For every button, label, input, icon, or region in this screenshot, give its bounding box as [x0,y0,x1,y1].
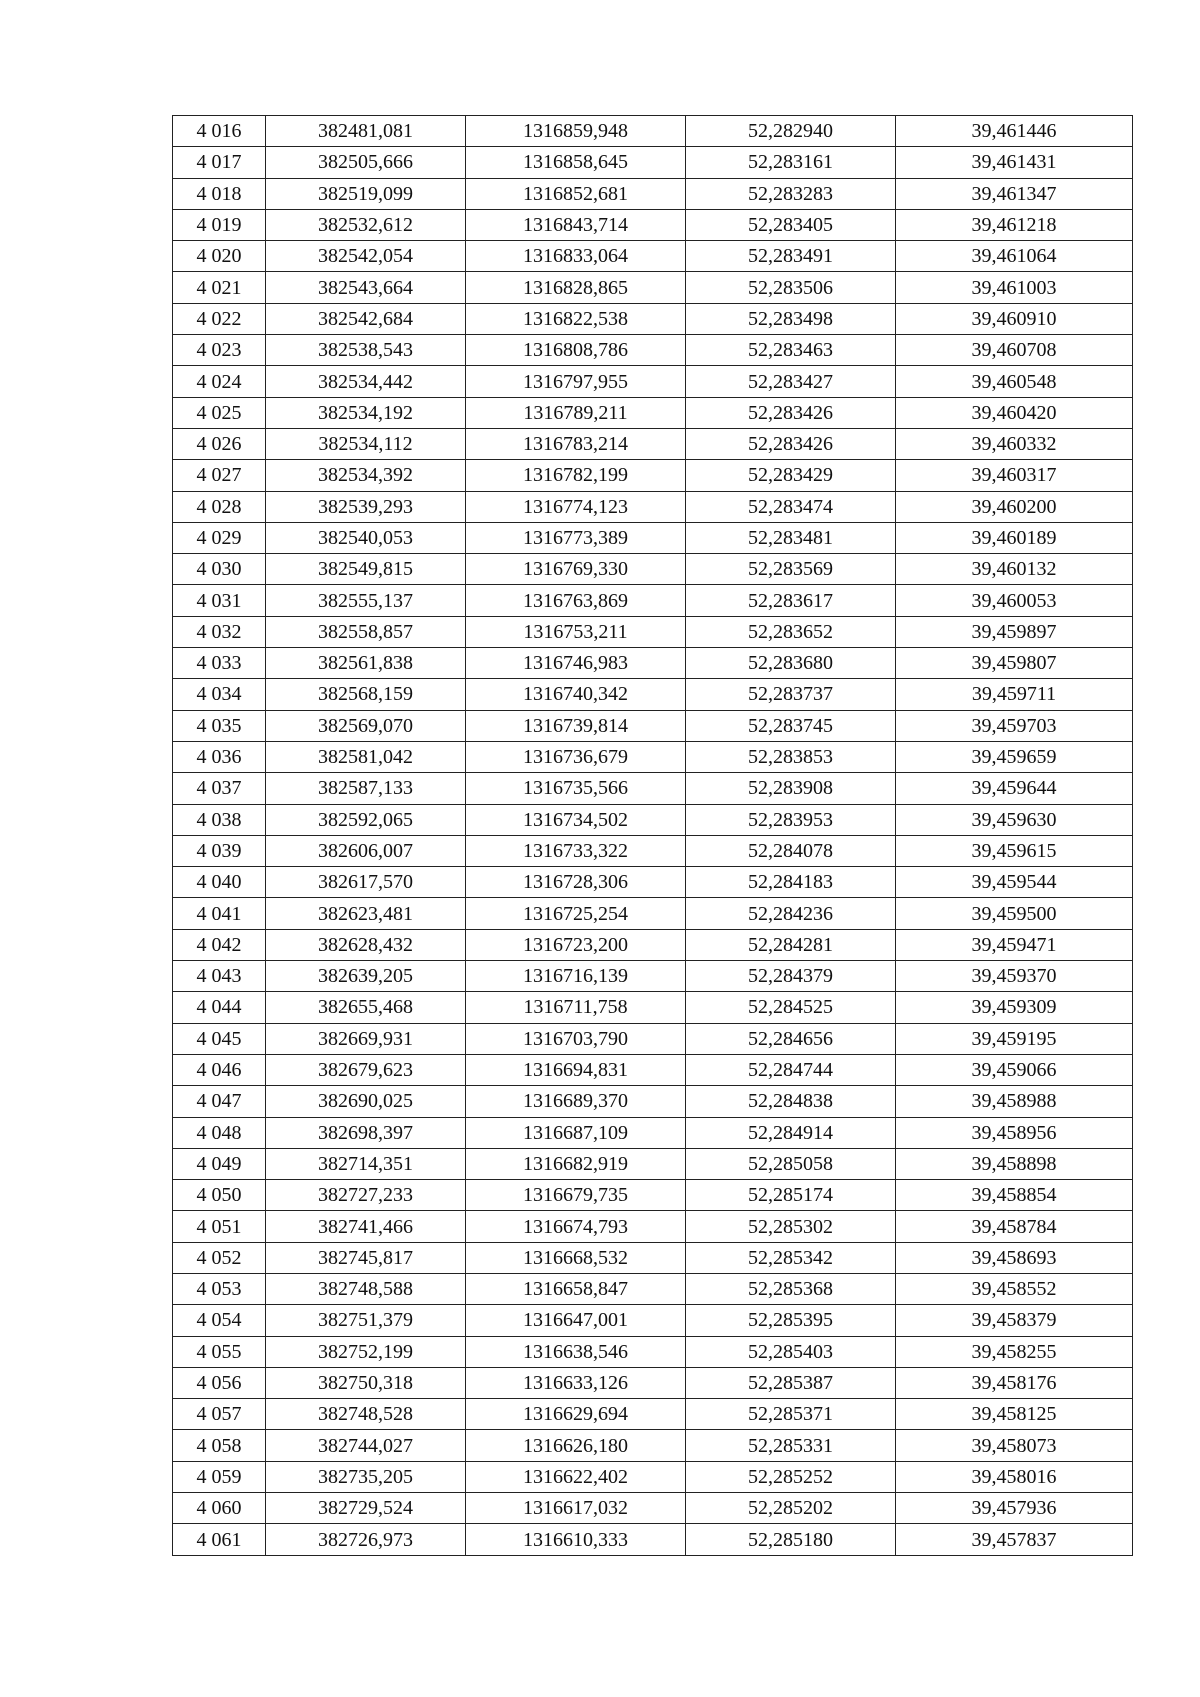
longitude-cell: 39,459500 [896,898,1133,929]
point-number-cell: 4 061 [173,1524,266,1555]
latitude-cell: 52,284236 [686,898,896,929]
table-row [173,929,1133,960]
table-row [173,1242,1133,1273]
point-number-cell: 4 040 [173,867,266,898]
latitude-cell: 52,285202 [686,1493,896,1524]
latitude-cell: 52,283745 [686,710,896,741]
point-number-cell: 4 057 [173,1399,266,1430]
x-coordinate-cell: 382745,817 [266,1242,466,1273]
x-coordinate-cell: 382539,293 [266,491,466,522]
y-coordinate-cell: 1316668,532 [466,1242,686,1273]
latitude-cell: 52,283617 [686,585,896,616]
x-coordinate-cell: 382744,027 [266,1430,466,1461]
table-row [173,1305,1133,1336]
point-number-cell: 4 033 [173,648,266,679]
x-coordinate-cell: 382542,684 [266,303,466,334]
table-row [173,773,1133,804]
x-coordinate-cell: 382534,192 [266,397,466,428]
x-coordinate-cell: 382727,233 [266,1180,466,1211]
table-row [173,428,1133,459]
x-coordinate-cell: 382748,528 [266,1399,466,1430]
point-number-cell: 4 035 [173,710,266,741]
x-coordinate-cell: 382623,481 [266,898,466,929]
y-coordinate-cell: 1316797,955 [466,366,686,397]
latitude-cell: 52,283908 [686,773,896,804]
longitude-cell: 39,459703 [896,710,1133,741]
latitude-cell: 52,285342 [686,1242,896,1273]
table-row [173,1180,1133,1211]
latitude-cell: 52,283463 [686,335,896,366]
latitude-cell: 52,285058 [686,1148,896,1179]
longitude-cell: 39,459066 [896,1054,1133,1085]
y-coordinate-cell: 1316734,502 [466,804,686,835]
x-coordinate-cell: 382481,081 [266,116,466,147]
y-coordinate-cell: 1316674,793 [466,1211,686,1242]
longitude-cell: 39,458854 [896,1180,1133,1211]
longitude-cell: 39,460420 [896,397,1133,428]
latitude-cell: 52,285387 [686,1367,896,1398]
table-row [173,1273,1133,1304]
latitude-cell: 52,285174 [686,1180,896,1211]
latitude-cell: 52,285302 [686,1211,896,1242]
y-coordinate-cell: 1316740,342 [466,679,686,710]
longitude-cell: 39,458073 [896,1430,1133,1461]
y-coordinate-cell: 1316833,064 [466,241,686,272]
y-coordinate-cell: 1316822,538 [466,303,686,334]
x-coordinate-cell: 382542,054 [266,241,466,272]
point-number-cell: 4 030 [173,554,266,585]
latitude-cell: 52,283506 [686,272,896,303]
latitude-cell: 52,285403 [686,1336,896,1367]
point-number-cell: 4 052 [173,1242,266,1273]
y-coordinate-cell: 1316728,306 [466,867,686,898]
point-number-cell: 4 029 [173,522,266,553]
table-row [173,147,1133,178]
y-coordinate-cell: 1316687,109 [466,1117,686,1148]
longitude-cell: 39,458125 [896,1399,1133,1430]
x-coordinate-cell: 382569,070 [266,710,466,741]
y-coordinate-cell: 1316859,948 [466,116,686,147]
table-row [173,397,1133,428]
y-coordinate-cell: 1316843,714 [466,209,686,240]
x-coordinate-cell: 382534,392 [266,460,466,491]
point-number-cell: 4 055 [173,1336,266,1367]
longitude-cell: 39,458255 [896,1336,1133,1367]
longitude-cell: 39,460053 [896,585,1133,616]
y-coordinate-cell: 1316774,123 [466,491,686,522]
y-coordinate-cell: 1316828,865 [466,272,686,303]
y-coordinate-cell: 1316753,211 [466,616,686,647]
y-coordinate-cell: 1316629,694 [466,1399,686,1430]
latitude-cell: 52,284744 [686,1054,896,1085]
y-coordinate-cell: 1316633,126 [466,1367,686,1398]
table-row [173,835,1133,866]
point-number-cell: 4 031 [173,585,266,616]
y-coordinate-cell: 1316858,645 [466,147,686,178]
x-coordinate-cell: 382549,815 [266,554,466,585]
point-number-cell: 4 016 [173,116,266,147]
y-coordinate-cell: 1316783,214 [466,428,686,459]
latitude-cell: 52,283405 [686,209,896,240]
x-coordinate-cell: 382679,623 [266,1054,466,1085]
point-number-cell: 4 026 [173,428,266,459]
table-row [173,679,1133,710]
y-coordinate-cell: 1316769,330 [466,554,686,585]
point-number-cell: 4 025 [173,397,266,428]
x-coordinate-cell: 382558,857 [266,616,466,647]
point-number-cell: 4 023 [173,335,266,366]
point-number-cell: 4 020 [173,241,266,272]
point-number-cell: 4 018 [173,178,266,209]
y-coordinate-cell: 1316689,370 [466,1086,686,1117]
point-number-cell: 4 032 [173,616,266,647]
table-row [173,1054,1133,1085]
latitude-cell: 52,285252 [686,1461,896,1492]
latitude-cell: 52,284078 [686,835,896,866]
longitude-cell: 39,458552 [896,1273,1133,1304]
x-coordinate-cell: 382628,432 [266,929,466,960]
table-row [173,1524,1133,1555]
latitude-cell: 52,285371 [686,1399,896,1430]
point-number-cell: 4 043 [173,961,266,992]
y-coordinate-cell: 1316682,919 [466,1148,686,1179]
table-row [173,1086,1133,1117]
point-number-cell: 4 034 [173,679,266,710]
longitude-cell: 39,460910 [896,303,1133,334]
point-number-cell: 4 039 [173,835,266,866]
table-row [173,585,1133,616]
longitude-cell: 39,459807 [896,648,1133,679]
table-row [173,272,1133,303]
x-coordinate-cell: 382655,468 [266,992,466,1023]
x-coordinate-cell: 382639,205 [266,961,466,992]
x-coordinate-cell: 382538,543 [266,335,466,366]
point-number-cell: 4 037 [173,773,266,804]
y-coordinate-cell: 1316622,402 [466,1461,686,1492]
longitude-cell: 39,460548 [896,366,1133,397]
longitude-cell: 39,459370 [896,961,1133,992]
x-coordinate-cell: 382568,159 [266,679,466,710]
longitude-cell: 39,458016 [896,1461,1133,1492]
table-row [173,1461,1133,1492]
table-row [173,616,1133,647]
table-row [173,460,1133,491]
longitude-cell: 39,460317 [896,460,1133,491]
y-coordinate-cell: 1316703,790 [466,1023,686,1054]
table-row [173,961,1133,992]
y-coordinate-cell: 1316789,211 [466,397,686,428]
latitude-cell: 52,283569 [686,554,896,585]
longitude-cell: 39,461347 [896,178,1133,209]
point-number-cell: 4 060 [173,1493,266,1524]
longitude-cell: 39,458898 [896,1148,1133,1179]
table-row [173,366,1133,397]
latitude-cell: 52,284525 [686,992,896,1023]
table-row [173,1336,1133,1367]
x-coordinate-cell: 382581,042 [266,741,466,772]
y-coordinate-cell: 1316739,814 [466,710,686,741]
longitude-cell: 39,459630 [896,804,1133,835]
latitude-cell: 52,283429 [686,460,896,491]
x-coordinate-cell: 382505,666 [266,147,466,178]
y-coordinate-cell: 1316725,254 [466,898,686,929]
table-row [173,1430,1133,1461]
point-number-cell: 4 045 [173,1023,266,1054]
x-coordinate-cell: 382543,664 [266,272,466,303]
x-coordinate-cell: 382617,570 [266,867,466,898]
y-coordinate-cell: 1316610,333 [466,1524,686,1555]
latitude-cell: 52,283283 [686,178,896,209]
y-coordinate-cell: 1316617,032 [466,1493,686,1524]
x-coordinate-cell: 382592,065 [266,804,466,835]
point-number-cell: 4 038 [173,804,266,835]
table-row [173,992,1133,1023]
longitude-cell: 39,459659 [896,741,1133,772]
x-coordinate-cell: 382698,397 [266,1117,466,1148]
latitude-cell: 52,285180 [686,1524,896,1555]
y-coordinate-cell: 1316694,831 [466,1054,686,1085]
latitude-cell: 52,283498 [686,303,896,334]
x-coordinate-cell: 382714,351 [266,1148,466,1179]
table-row [173,522,1133,553]
x-coordinate-cell: 382606,007 [266,835,466,866]
point-number-cell: 4 051 [173,1211,266,1242]
table-row [173,710,1133,741]
longitude-cell: 39,460332 [896,428,1133,459]
latitude-cell: 52,284281 [686,929,896,960]
x-coordinate-cell: 382534,112 [266,428,466,459]
latitude-cell: 52,283426 [686,397,896,428]
y-coordinate-cell: 1316733,322 [466,835,686,866]
y-coordinate-cell: 1316647,001 [466,1305,686,1336]
x-coordinate-cell: 382750,318 [266,1367,466,1398]
y-coordinate-cell: 1316658,847 [466,1273,686,1304]
y-coordinate-cell: 1316735,566 [466,773,686,804]
point-number-cell: 4 022 [173,303,266,334]
longitude-cell: 39,459195 [896,1023,1133,1054]
latitude-cell: 52,285395 [686,1305,896,1336]
longitude-cell: 39,460708 [896,335,1133,366]
longitude-cell: 39,461003 [896,272,1133,303]
latitude-cell: 52,283426 [686,428,896,459]
y-coordinate-cell: 1316746,983 [466,648,686,679]
table-row [173,335,1133,366]
table-row [173,241,1133,272]
longitude-cell: 39,458784 [896,1211,1133,1242]
longitude-cell: 39,459615 [896,835,1133,866]
y-coordinate-cell: 1316638,546 [466,1336,686,1367]
x-coordinate-cell: 382735,205 [266,1461,466,1492]
point-number-cell: 4 049 [173,1148,266,1179]
point-number-cell: 4 059 [173,1461,266,1492]
table-row [173,867,1133,898]
point-number-cell: 4 042 [173,929,266,960]
x-coordinate-cell: 382729,524 [266,1493,466,1524]
longitude-cell: 39,459897 [896,616,1133,647]
point-number-cell: 4 019 [173,209,266,240]
y-coordinate-cell: 1316852,681 [466,178,686,209]
x-coordinate-cell: 382532,612 [266,209,466,240]
latitude-cell: 52,284914 [686,1117,896,1148]
longitude-cell: 39,458988 [896,1086,1133,1117]
latitude-cell: 52,283481 [686,522,896,553]
longitude-cell: 39,461218 [896,209,1133,240]
point-number-cell: 4 041 [173,898,266,929]
latitude-cell: 52,283491 [686,241,896,272]
x-coordinate-cell: 382752,199 [266,1336,466,1367]
longitude-cell: 39,460132 [896,554,1133,585]
point-number-cell: 4 054 [173,1305,266,1336]
latitude-cell: 52,283161 [686,147,896,178]
table-row [173,741,1133,772]
coordinates-table [172,115,1133,1556]
x-coordinate-cell: 382561,838 [266,648,466,679]
latitude-cell: 52,283737 [686,679,896,710]
table-row [173,1148,1133,1179]
latitude-cell: 52,283474 [686,491,896,522]
point-number-cell: 4 056 [173,1367,266,1398]
latitude-cell: 52,282940 [686,116,896,147]
latitude-cell: 52,284838 [686,1086,896,1117]
point-number-cell: 4 017 [173,147,266,178]
longitude-cell: 39,458956 [896,1117,1133,1148]
x-coordinate-cell: 382726,973 [266,1524,466,1555]
point-number-cell: 4 048 [173,1117,266,1148]
latitude-cell: 52,284183 [686,867,896,898]
y-coordinate-cell: 1316711,758 [466,992,686,1023]
table-row [173,898,1133,929]
longitude-cell: 39,460200 [896,491,1133,522]
longitude-cell: 39,459644 [896,773,1133,804]
latitude-cell: 52,284656 [686,1023,896,1054]
longitude-cell: 39,459471 [896,929,1133,960]
coordinates-table-body [173,116,1133,1556]
y-coordinate-cell: 1316736,679 [466,741,686,772]
y-coordinate-cell: 1316723,200 [466,929,686,960]
longitude-cell: 39,461446 [896,116,1133,147]
table-row [173,648,1133,679]
table-row [173,178,1133,209]
table-row [173,303,1133,334]
table-row [173,1023,1133,1054]
point-number-cell: 4 044 [173,992,266,1023]
table-row [173,1493,1133,1524]
point-number-cell: 4 027 [173,460,266,491]
longitude-cell: 39,461064 [896,241,1133,272]
point-number-cell: 4 028 [173,491,266,522]
x-coordinate-cell: 382669,931 [266,1023,466,1054]
longitude-cell: 39,460189 [896,522,1133,553]
x-coordinate-cell: 382540,053 [266,522,466,553]
y-coordinate-cell: 1316679,735 [466,1180,686,1211]
y-coordinate-cell: 1316808,786 [466,335,686,366]
longitude-cell: 39,457837 [896,1524,1133,1555]
x-coordinate-cell: 382690,025 [266,1086,466,1117]
longitude-cell: 39,459711 [896,679,1133,710]
point-number-cell: 4 050 [173,1180,266,1211]
latitude-cell: 52,285331 [686,1430,896,1461]
y-coordinate-cell: 1316763,869 [466,585,686,616]
y-coordinate-cell: 1316626,180 [466,1430,686,1461]
longitude-cell: 39,459544 [896,867,1133,898]
table-row [173,1117,1133,1148]
x-coordinate-cell: 382741,466 [266,1211,466,1242]
point-number-cell: 4 053 [173,1273,266,1304]
point-number-cell: 4 024 [173,366,266,397]
latitude-cell: 52,283427 [686,366,896,397]
longitude-cell: 39,459309 [896,992,1133,1023]
x-coordinate-cell: 382555,137 [266,585,466,616]
table-row [173,1211,1133,1242]
latitude-cell: 52,283652 [686,616,896,647]
table-row [173,491,1133,522]
point-number-cell: 4 058 [173,1430,266,1461]
x-coordinate-cell: 382751,379 [266,1305,466,1336]
longitude-cell: 39,458379 [896,1305,1133,1336]
table-row [173,1367,1133,1398]
longitude-cell: 39,457936 [896,1493,1133,1524]
latitude-cell: 52,283953 [686,804,896,835]
x-coordinate-cell: 382748,588 [266,1273,466,1304]
latitude-cell: 52,284379 [686,961,896,992]
table-row [173,209,1133,240]
point-number-cell: 4 036 [173,741,266,772]
longitude-cell: 39,458693 [896,1242,1133,1273]
x-coordinate-cell: 382587,133 [266,773,466,804]
table-row [173,804,1133,835]
point-number-cell: 4 046 [173,1054,266,1085]
latitude-cell: 52,285368 [686,1273,896,1304]
point-number-cell: 4 047 [173,1086,266,1117]
y-coordinate-cell: 1316716,139 [466,961,686,992]
longitude-cell: 39,458176 [896,1367,1133,1398]
table-row [173,116,1133,147]
x-coordinate-cell: 382534,442 [266,366,466,397]
y-coordinate-cell: 1316782,199 [466,460,686,491]
latitude-cell: 52,283853 [686,741,896,772]
x-coordinate-cell: 382519,099 [266,178,466,209]
longitude-cell: 39,461431 [896,147,1133,178]
table-row [173,1399,1133,1430]
point-number-cell: 4 021 [173,272,266,303]
latitude-cell: 52,283680 [686,648,896,679]
table-row [173,554,1133,585]
y-coordinate-cell: 1316773,389 [466,522,686,553]
